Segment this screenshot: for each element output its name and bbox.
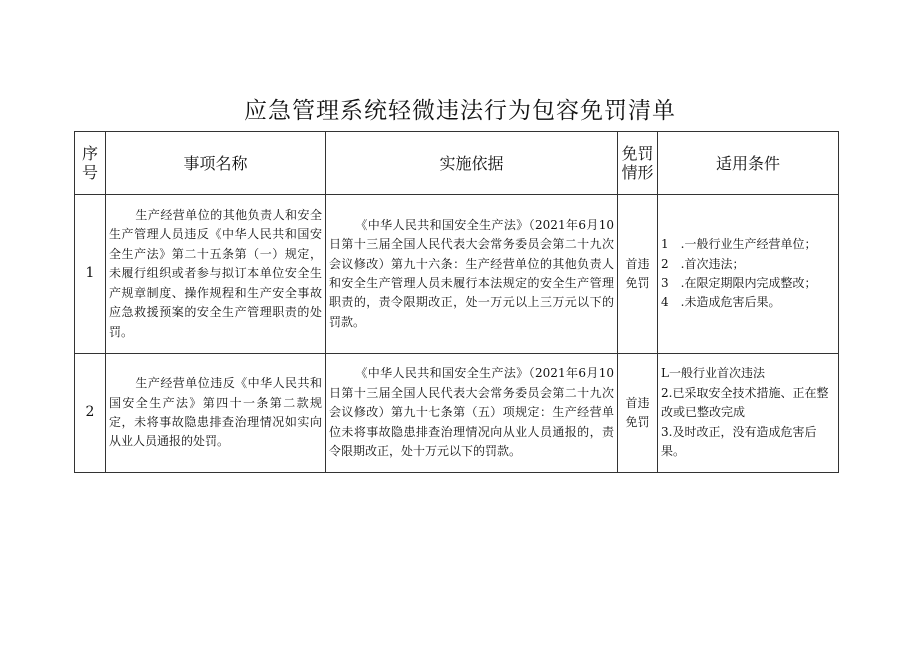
condition-item: 1 .一般行业生产经营单位； <box>661 237 817 252</box>
header-conditions: 适用条件 <box>658 132 839 195</box>
condition-item: 4 .未造成危害后果。 <box>661 295 781 310</box>
table-header-row <box>75 132 839 195</box>
applicable-conditions <box>658 195 839 354</box>
condition-item: 2.已采取安全技术措施、正在整改或已整改完成 <box>661 385 829 420</box>
header-basis: 实施依据 <box>326 132 618 195</box>
condition-item: 2 .首次违法； <box>661 256 745 271</box>
item-name: 生产经营单位的其他负责人和安全生产管理人员违反《中华人民共和国安全生产法》第二十五条第（一）规定，未履行组织或者参与拟订本单位安全生产规章制度、操作规程和生产安全事故应急救援预案的安全生产管理职责的处罚。 <box>106 195 326 354</box>
condition-item: 3 .在限定期限内完成整改； <box>661 276 817 290</box>
legal-basis: 《中华人民共和国安全生产法》（2021年6月10日第十三届全国人民代表大会常务委员会第二十九次会议修改）第九十七条第（五）项规定：生产经营单位未将事故隐患排查治理情况向从业人员通报的，责令限期改正，处十万元以下的罚款。 <box>326 354 618 473</box>
header-no: 序号 <box>75 132 106 195</box>
exemption-list-table <box>74 131 839 473</box>
item-name: 生产经营单位违反《中华人民共和国安全生产法》第四十一条第二款规定，未将事故隐患排查治理情况如实向从业人员通报的处罚。 <box>106 354 326 473</box>
header-situation: 免罚情形 <box>618 132 658 195</box>
row-number: 2 <box>75 354 106 473</box>
table-row <box>75 195 839 354</box>
exemption-situation: 首违免罚 <box>618 354 658 473</box>
condition-item: 3.及时改正，没有造成危害后果。 <box>661 424 817 459</box>
legal-basis: 《中华人民共和国安全生产法》（2021年6月10日第十三届全国人民代表大会常务委员会第二十九次会议修改）第九十六条：生产经营单位的其他负责人和安全生产管理人员未履行本法规定的安全生产管理职责的，责令限期改正，处一万元以上三万元以下的罚款。 <box>326 195 618 354</box>
applicable-conditions <box>658 354 839 473</box>
row-number: 1 <box>75 195 106 354</box>
condition-item: L一般行业首次违法 <box>661 366 765 381</box>
table-row <box>75 354 839 473</box>
header-name: 事项名称 <box>106 132 326 195</box>
page-title: 应急管理系统轻微违法行为包容免罚清单 <box>244 98 676 124</box>
exemption-situation: 首违免罚 <box>618 195 658 354</box>
